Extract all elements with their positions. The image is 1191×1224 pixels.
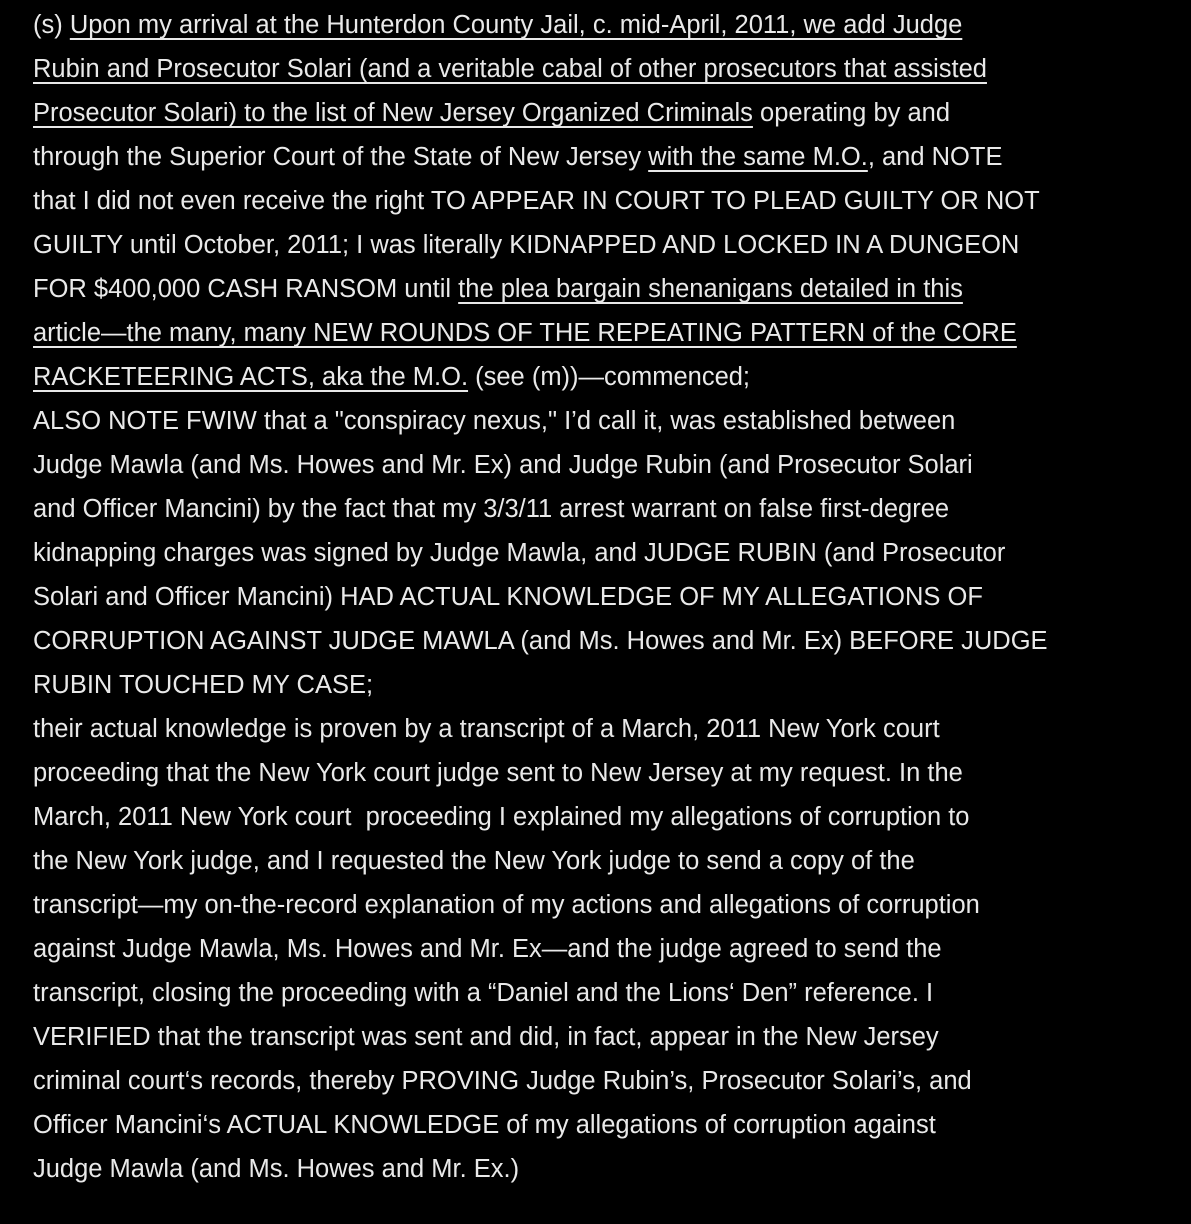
plain-text: transcript, closing the proceeding with a “Daniel and the Lions‘ Den” reference. I xyxy=(33,979,934,1007)
text-line xyxy=(33,927,1171,971)
plain-text: (see (m))—commenced; xyxy=(468,363,751,391)
paragraph xyxy=(33,399,1171,707)
text-line xyxy=(33,1147,1171,1191)
text-line xyxy=(33,179,1171,223)
link-text[interactable]: the plea bargain shenanigans detailed in this xyxy=(458,275,963,303)
text-line xyxy=(33,795,1171,839)
plain-text: criminal court‘s records, thereby PROVING Judge Rubin’s, Prosecutor Solari’s, and xyxy=(33,1067,972,1095)
text-line xyxy=(33,619,1171,663)
text-line xyxy=(33,839,1171,883)
plain-text: the New York judge, and I requested the New York judge to send a copy of the xyxy=(33,847,915,875)
text-line xyxy=(33,223,1171,267)
text-line xyxy=(33,1015,1171,1059)
paragraph xyxy=(33,3,1171,399)
link-text[interactable]: with the same M.O. xyxy=(648,143,868,171)
plain-text: through the Superior Court of the State of New Jersey xyxy=(33,143,649,171)
text-line xyxy=(33,135,1171,179)
plain-text: and Officer Mancini) by the fact that my 3/3/11 arrest warrant on false first-degree xyxy=(33,495,950,523)
plain-text: Judge Mawla (and Ms. Howes and Mr. Ex.) xyxy=(33,1155,520,1183)
plain-text: GUILTY until October, 2011; I was literally KIDNAPPED AND LOCKED IN A DUNGEON xyxy=(33,231,1020,259)
text-line xyxy=(33,971,1171,1015)
text-line xyxy=(33,1103,1171,1147)
text-line xyxy=(33,267,1171,311)
text-line xyxy=(33,1059,1171,1103)
text-line xyxy=(33,663,1171,707)
plain-text: that I did not even receive the right TO APPEAR IN COURT TO PLEAD GUILTY OR NOT xyxy=(33,187,1040,215)
link-text[interactable]: Prosecutor Solari) to the list of New Jersey Organized Criminals xyxy=(33,99,753,127)
plain-text: ALSO NOTE FWIW that a "conspiracy nexus," I’d call it, was established between xyxy=(33,407,956,435)
text-line xyxy=(33,399,1171,443)
paragraph xyxy=(33,707,1171,1191)
text-line xyxy=(33,311,1171,355)
link-text[interactable]: article—the many, many NEW ROUNDS OF THE REPEATING PATTERN of the CORE xyxy=(33,319,1017,347)
text-line xyxy=(33,575,1171,619)
link-text[interactable]: Rubin and Prosecutor Solari (and a veritable cabal of other prosecutors that assisted xyxy=(33,55,987,83)
plain-text: , and NOTE xyxy=(867,143,1003,171)
plain-text: transcript—my on-the-record explanation of my actions and allegations of corruption xyxy=(33,891,980,919)
text-line xyxy=(33,707,1171,751)
link-text[interactable]: RACKETEERING ACTS, aka the M.O. xyxy=(33,363,469,391)
text-line xyxy=(33,355,1171,399)
plain-text: Officer Mancini‘s ACTUAL KNOWLEDGE of my allegations of corruption against xyxy=(33,1111,936,1139)
text-line xyxy=(33,487,1171,531)
plain-text: CORRUPTION AGAINST JUDGE MAWLA (and Ms. Howes and Mr. Ex) BEFORE JUDGE xyxy=(33,627,1048,655)
plain-text: RUBIN TOUCHED MY CASE; xyxy=(33,671,374,699)
text-line xyxy=(33,3,1171,47)
plain-text: their actual knowledge is proven by a transcript of a March, 2011 New York court xyxy=(33,715,940,743)
plain-text: FOR $400,000 CASH RANSOM until xyxy=(33,275,459,303)
plain-text: Solari and Officer Mancini) HAD ACTUAL KNOWLEDGE OF MY ALLEGATIONS OF xyxy=(33,583,983,611)
text-line xyxy=(33,443,1171,487)
plain-text: March, 2011 New York court proceeding I explained my allegations of corruption to xyxy=(33,803,970,831)
text-line xyxy=(33,91,1171,135)
plain-text: against Judge Mawla, Ms. Howes and Mr. Ex—and the judge agreed to send the xyxy=(33,935,942,963)
plain-text: Judge Mawla (and Ms. Howes and Mr. Ex) and Judge Rubin (and Prosecutor Solari xyxy=(33,451,973,479)
plain-text: kidnapping charges was signed by Judge Mawla, and JUDGE RUBIN (and Prosecutor xyxy=(33,539,1006,567)
text-line xyxy=(33,531,1171,575)
text-line xyxy=(33,47,1171,91)
link-text[interactable]: Upon my arrival at the Hunterdon County Jail, c. mid-April, 2011, we add Judge xyxy=(69,11,963,39)
plain-text: proceeding that the New York court judge sent to New Jersey at my request. In the xyxy=(33,759,963,787)
plain-text: (s) xyxy=(33,11,70,39)
text-line xyxy=(33,883,1171,927)
text-line xyxy=(33,751,1171,795)
plain-text: VERIFIED that the transcript was sent and did, in fact, appear in the New Jersey xyxy=(33,1023,939,1051)
plain-text: operating by and xyxy=(752,99,951,127)
